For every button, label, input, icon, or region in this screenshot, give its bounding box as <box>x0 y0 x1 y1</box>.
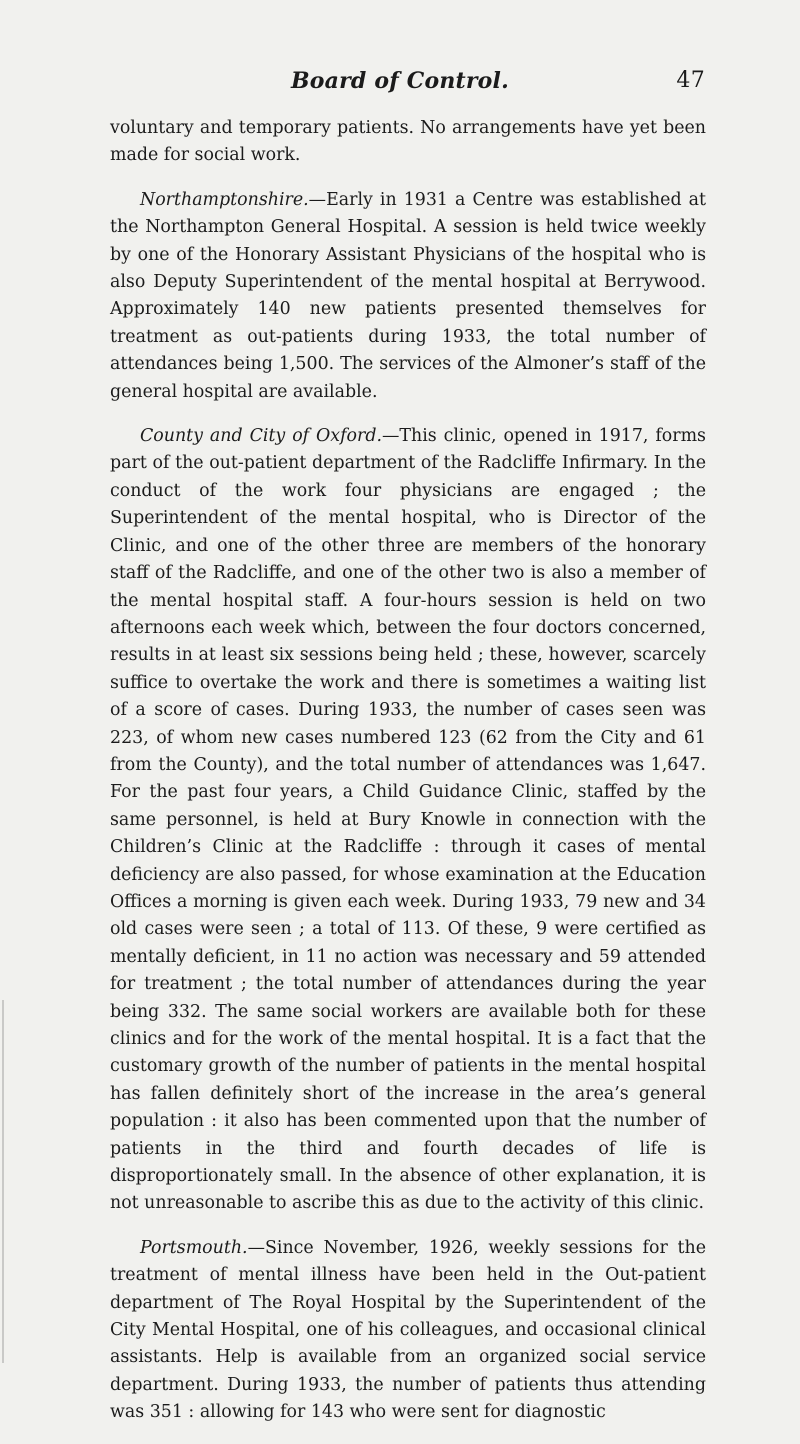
paragraph-text: —Early in 1931 a Centre was established at the Northampton General Hospital. A session is held twice weekly by one of the Honorary Assistant Physicians of the hospital who is also Deputy Superintendent of the mental hospital at Berrywood. Approximately 140 new patients presented themselves for treatment as out-patients during 1933, the total number of attendances being 1,500. The services of the Almoner’s staff of the general hospital are available. <box>110 189 706 402</box>
binding-edge-shadow <box>2 1000 4 1363</box>
paragraph-northamptonshire <box>110 187 706 406</box>
running-header <box>0 68 800 98</box>
paragraph-portsmouth <box>110 1235 706 1427</box>
page-number: 47 <box>676 68 705 93</box>
paragraph-text: voluntary and temporary patients. No arrangements have yet been made for social work. <box>110 118 706 166</box>
body-text <box>110 115 706 1444</box>
section-heading: County and City of Oxford. <box>140 426 382 447</box>
section-heading: Portsmouth. <box>140 1237 248 1258</box>
paragraph-continuation <box>110 115 706 170</box>
paragraph-text: —This clinic, opened in 1917, forms part of the out-patient department of the Radcliffe Infirmary. In the conduct of the work four physicians are engaged ; the Superintendent of the mental hospital, who is Director of the Clinic, and one of the other three are members of the honorary staff of the Radcliffe, and one of the other two is also a member of the mental hospital staff. A four-hours session is held on two afternoons each week which, between the four doctors concerned, results in at least six sessions being held ; these, however, scarcely suffice to overtake the work and there is sometimes a waiting list of a score of cases. During 1933, the number of cases seen was 223, of whom new cases numbered 123 (62 from the City and 61 from the County), and the total number of attendances was 1,647. For the past four years, a Child Guidance Clinic, staffed by the same personnel, is held at Bury Knowle in connection with the Children’s Clinic at the Radcliffe : through it cases of mental deficiency are also passed, for whose examination at the Education Offices a morning is given each week. During 1933, 79 new and 34 old cases were seen ; a total of 113. Of these, 9 were certified as mentally deficient, in 11 no action was necessary and 59 attended for treatment ; the total number of attendances during the year being 332. The same social workers are available both for these clinics and for the work of the mental hospital. It is a fact that the customary growth of the number of patients in the mental hospital has fallen definitely short of the increase in the area’s general population : it also has been commented upon that the number of patients in the third and fourth decades of life is disproportionately small. In the absence of other explanation, it is not unreasonable to ascribe this as due to the activity of this clinic. <box>110 426 706 1214</box>
paragraph-oxford <box>110 423 706 1218</box>
section-heading: Northamptonshire. <box>140 189 309 210</box>
page-title: Board of Control. <box>291 68 509 94</box>
paragraph-text: —Since November, 1926, weekly sessions for the treatment of mental illness have been held in the Out-patient department of The Royal Hospital by the Superintendent of the City Mental Hospital, one of his colleagues, and occasional clinical assistants. Help is available from an organized social service department. During 1933, the number of patients thus attending was 351 : allowing for 143 who were sent for diagnostic <box>110 1237 706 1423</box>
